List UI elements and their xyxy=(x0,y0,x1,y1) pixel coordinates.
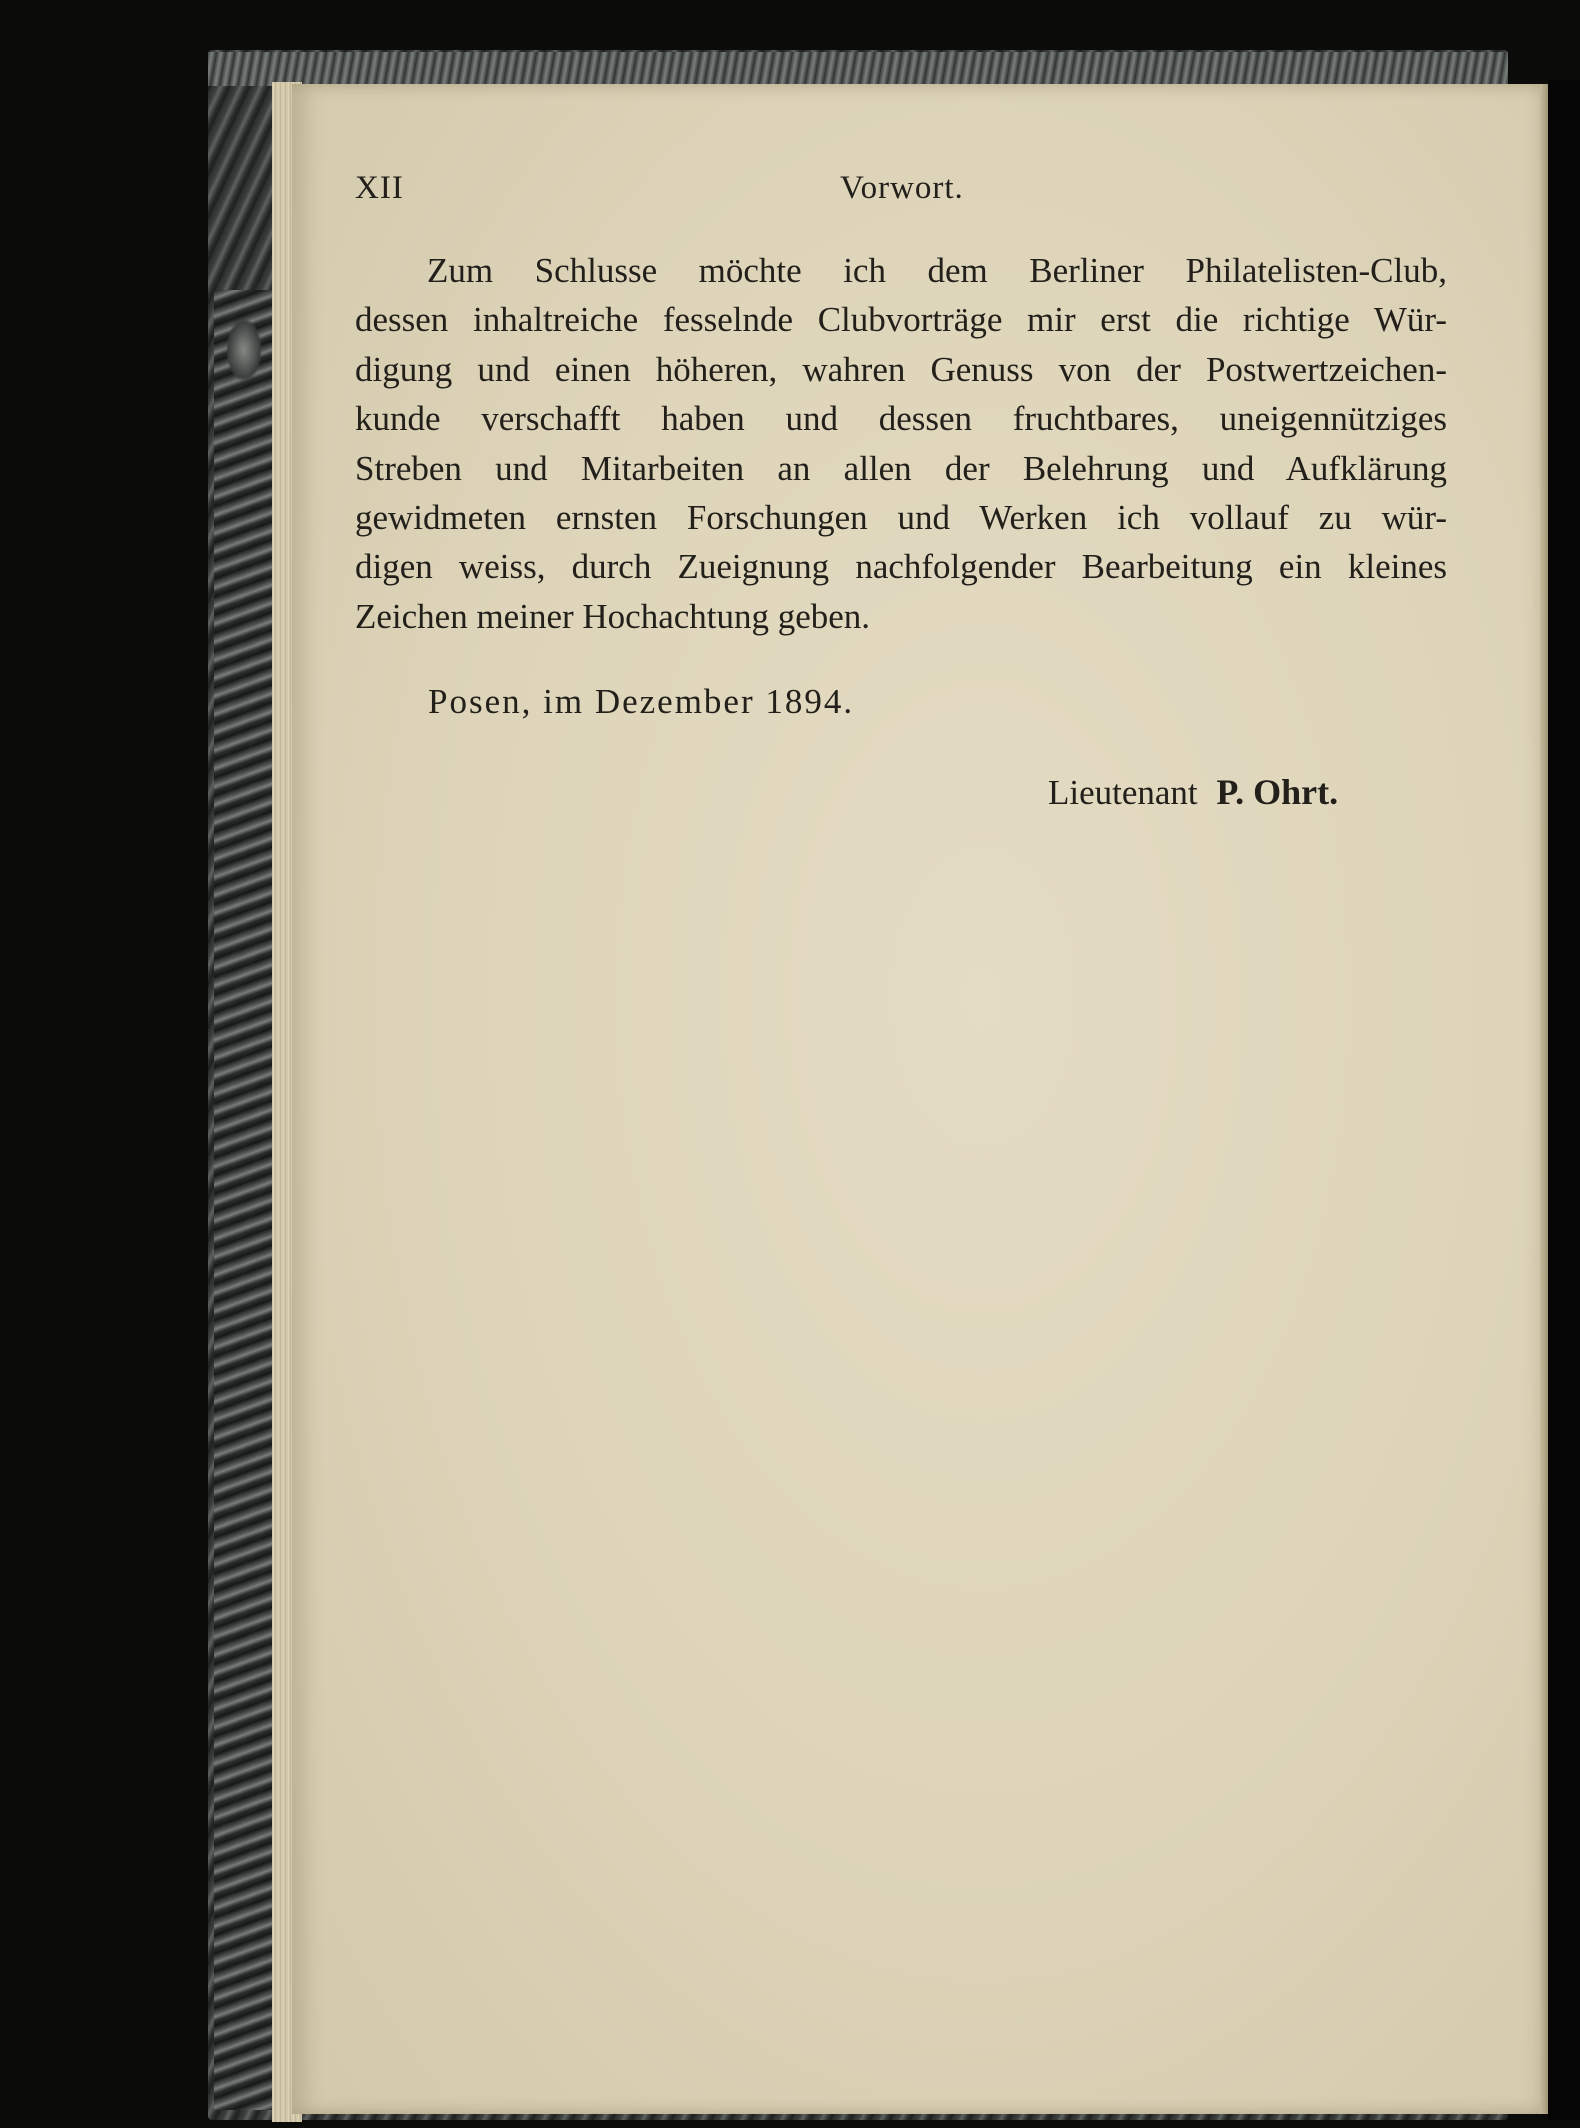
signature-title: Lieutenant xyxy=(1048,773,1198,812)
signature-name: P. Ohrt. xyxy=(1216,772,1339,812)
place-date: Posen, im Dezember 1894. xyxy=(428,682,855,721)
text-line: kunde verschafft haben und dessen fruchtbares, uneigennütziges xyxy=(355,399,1447,439)
text-line: dessen inhaltreiche fesselnde Clubvorträge mir erst die richtige Wür- xyxy=(355,300,1447,340)
page-header xyxy=(0,0,1580,206)
text-line: Zum Schlusse möchte ich dem Berliner Philatelisten-Club, xyxy=(427,251,1447,290)
text-line: Zeichen meiner Hochachtung geben. xyxy=(355,596,871,636)
marbled-endpaper xyxy=(214,290,276,2110)
text-line: digung und einen höheren, wahren Genuss von der Postwertzeichen- xyxy=(355,349,1447,389)
running-head: Vorwort. xyxy=(840,170,964,206)
body-paragraph xyxy=(355,246,1447,641)
page-number: XII xyxy=(355,170,404,206)
dark-background-edge xyxy=(1548,80,1580,2120)
text-line: digen weiss, durch Zueignung nachfolgender Bearbeitung ein kleines xyxy=(355,547,1447,587)
text-line: Streben und Mitarbeiten an allen der Belehrung und Aufklärung xyxy=(355,448,1447,488)
text-line: gewidmeten ernsten Forschungen und Werken ich vollauf zu wür- xyxy=(355,497,1447,537)
signature xyxy=(1048,771,1338,813)
